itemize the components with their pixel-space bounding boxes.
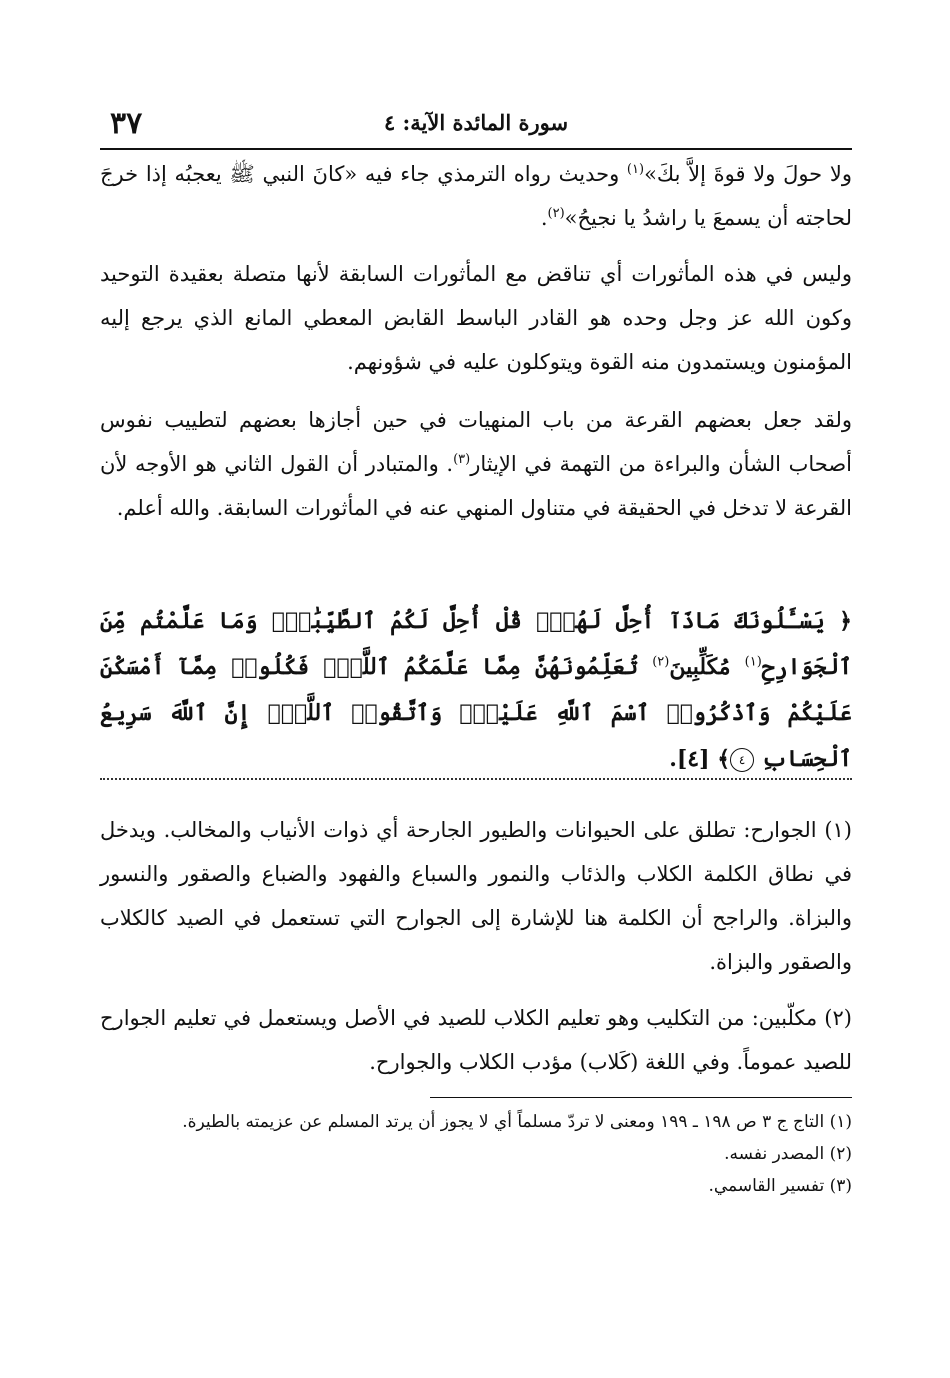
ayah-number-marker: ٤: [730, 748, 754, 772]
footnotes: [100, 1106, 852, 1202]
verse-citation: [٤].: [669, 746, 718, 772]
verse-text: يَسْـَٔلُونَكَ مَاذَآ أُحِلَّ لَهُمْۖ قُلْ أُحِلَّ لَكُمُ ٱلطَّيِّبَٰتُۙ وَمَا عَلَّمْتُم مِّنَ ٱلْجَوَارِحِ: [100, 608, 853, 680]
paragraph-1: [100, 152, 852, 240]
gloss-text: (٢) مكلّبين: من التكليب وهو تعليم الكلاب للصيد في الأصل ويستعمل في تعليم الجوارح للصيد عموماً. وفي اللغة (كَلاب) مؤدب الكلاب والجوارح.: [100, 1006, 852, 1074]
paragraph-text: .: [540, 206, 548, 230]
footnote-item: (٣) تفسير القاسمي.: [708, 1176, 852, 1196]
verse-open-bracket: ﴿: [839, 608, 852, 634]
verse-close-bracket: ﴾: [717, 746, 731, 772]
verse-text: مُكَلِّبِينَ: [669, 654, 731, 680]
running-title: سورة المائدة الآية: ٤: [383, 110, 569, 135]
dotted-separator: [100, 778, 852, 780]
footnote-item: (٢) المصدر نفسه.: [724, 1144, 852, 1164]
footnote-ref: (٢): [547, 206, 565, 221]
gloss-2: [100, 996, 852, 1084]
paragraph-text: وليس في هذه المأثورات أي تناقض مع المأثورات السابقة لأنها متصلة بعقيدة التوحيد وكون الله عز وجل وحده هو القادر الباسط القابض المعطي المانع الذي يرجع إليه المؤمنون ويستمدون منه القوة ويتوكلون عليه في شؤونهم.: [100, 262, 852, 374]
footnote-ref: (١): [626, 162, 645, 177]
paragraph-text: ولقد جعل بعضهم القرعة من باب المنهيات في حين أجازها بعضهم لتطييب نفوس أصحاب الشأن والبراءة من التهمة في الإيثار: [100, 408, 852, 476]
footnote-ref: (٢): [652, 654, 670, 670]
gloss-1: [100, 808, 852, 984]
paragraph-text: ولا حولَ ولا قوةَ إلاَّ بكَ»: [644, 162, 852, 186]
quran-verse-block: [100, 598, 852, 782]
footnote-item: (١) التاج ج ٣ ص ١٩٨ ـ ١٩٩ ومعنى لا تردّ مسلماً أي لا يجوز أن يرتد المسلم عن عزيمته بالطيرة.: [182, 1112, 852, 1132]
footnote-ref: (٣): [453, 452, 471, 467]
paragraph-text: . والمتبادر أن القول الثاني هو الأوجه لأن القرعة لا تدخل في الحقيقة في متناول المنهي عنه في المأثورات السابقة. والله أعلم.: [100, 452, 852, 520]
paragraph-text: وحديث رواه الترمذي جاء فيه «كانَ النبي ﷺ يعجبُه إذا خرجَ لحاجته أن يسمعَ يا راشدُ يا نجيحُ»: [100, 162, 852, 230]
page-header: [100, 104, 852, 150]
page-number: ٣٧: [110, 106, 143, 141]
paragraph-2: [100, 252, 852, 384]
footnote-ref: (١): [744, 654, 762, 670]
paragraph-3: [100, 398, 852, 530]
verse-text: تُعَلِّمُونَهُنَّ مِمَّا عَلَّمَكُمُ ٱللَّهُۖ فَكُلُوا۟ مِمَّآ أَمْسَكْنَ عَلَيْكُمْ وَٱذْكُرُوا۟ ٱسْمَ ٱللَّهِ عَلَيْهِۖ وَٱتَّقُوا۟ ٱللَّهَۚ إِنَّ ٱللَّهَ سَرِيعُ ٱلْحِسَابِ: [100, 654, 852, 772]
footnote-rule: [430, 1097, 852, 1098]
gloss-text: (١) الجوارح: تطلق على الحيوانات والطيور الجارحة أي ذوات الأنياب والمخالب. ويدخل في نطاق الكلمة الكلاب والذئاب والنمور والسباع والفهود والضباع والصقور والنسور والبزاة. والراجح أن الكلمة هنا للإشارة إلى الجوارح التي تستعمل في الصيد كالكلاب والصقور والبزاة.: [100, 818, 852, 974]
